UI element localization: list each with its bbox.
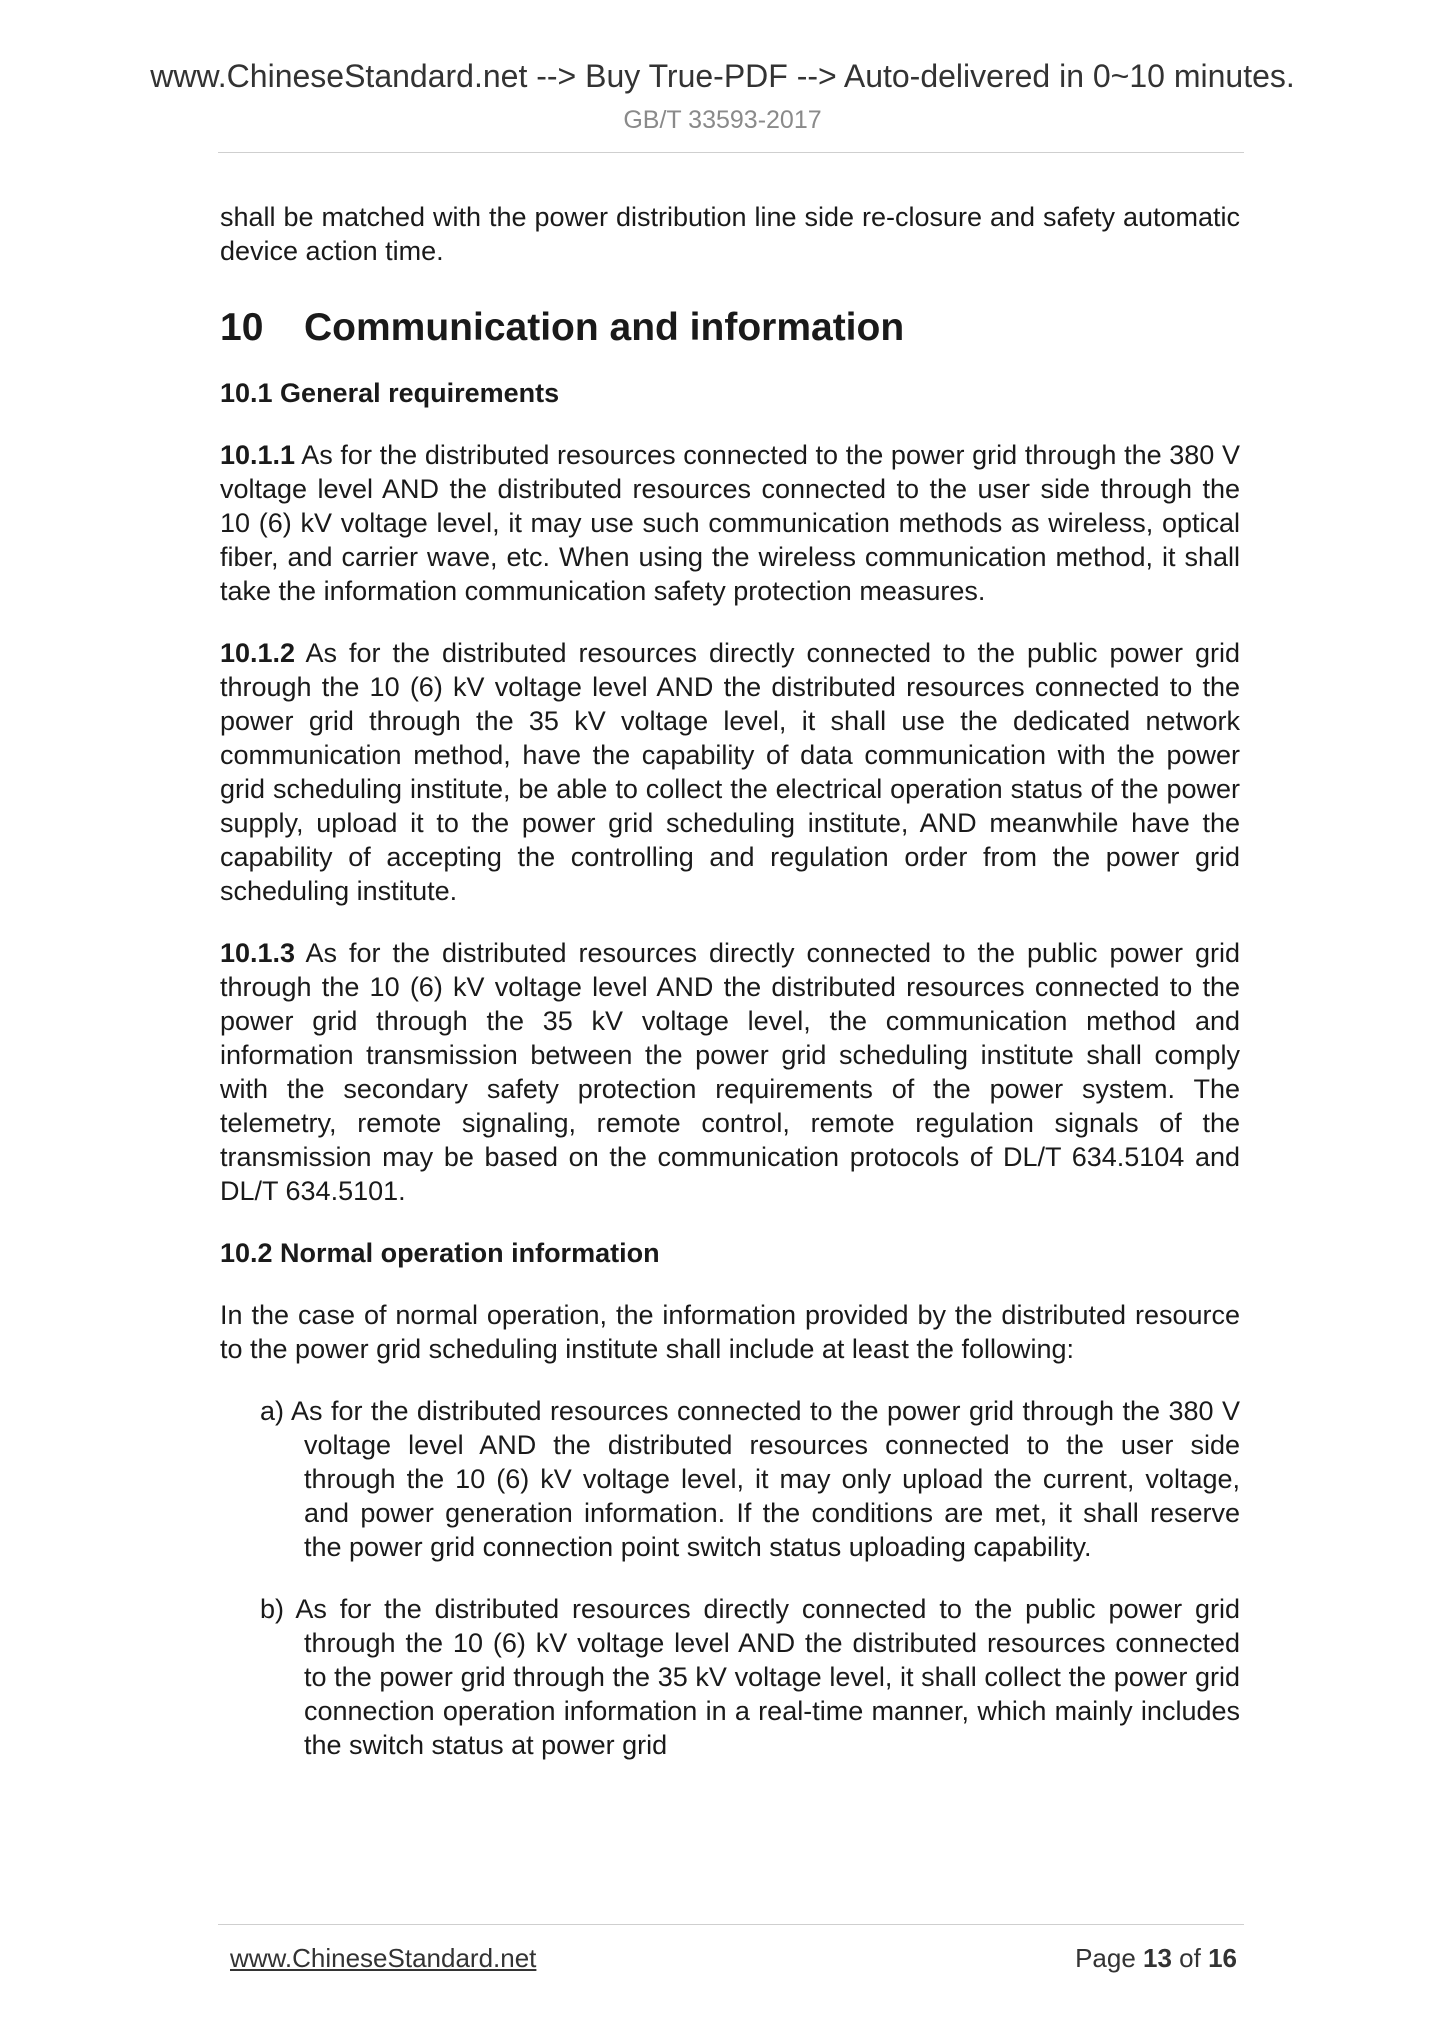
current-page: 13 (1143, 1943, 1172, 1973)
intro-paragraph: In the case of normal operation, the information provided by the distributed resource to the power grid scheduling institute shall include at least the following: (220, 1300, 1240, 1364)
section-title: Communication and information (304, 306, 905, 349)
list-item (220, 1394, 1240, 1564)
continuation-paragraph: shall be matched with the power distribution line side re-closure and safety automatic device action time. (220, 202, 1240, 266)
page-word: Page (1075, 1943, 1144, 1973)
list-item (220, 1592, 1240, 1762)
header-divider (218, 152, 1244, 153)
clause-10-1-2 (220, 636, 1240, 908)
list-item-label: b) (260, 1594, 285, 1624)
footer-divider (218, 1924, 1244, 1925)
section-heading (220, 306, 1240, 350)
list-item-text: As for the distributed resources connected to the power grid through the 380 V voltage level AND the distributed resources connected to the user side through the 10 (6) kV voltage level, it may only upload the current, voltage, and power generation information. If the conditions are met, it shall reserve the power grid connection point switch status uploading capability. (284, 1396, 1240, 1562)
footer-website-link[interactable]: www.ChineseStandard.net (230, 1943, 537, 1973)
list-item-text: As for the distributed resources directly connected to the public power grid through the 10 (6) kV voltage level AND the distributed resources connected to the power grid through the 35 kV voltage level, it shall collect the power grid connection operation information in a real-time manner, which mainly includes the switch status at power grid (284, 1594, 1240, 1760)
clause-number: 10.1.3 (220, 938, 296, 968)
page-content (220, 200, 1240, 1762)
subsection-heading-10-2: 10.2 Normal operation information (220, 1238, 660, 1268)
page-indicator (1075, 1943, 1237, 1974)
list-item-label: a) (260, 1396, 285, 1426)
clause-10-1-3 (220, 936, 1240, 1208)
of-word: of (1171, 1943, 1209, 1973)
subsection-heading-10-1: 10.1 General requirements (220, 378, 560, 408)
clause-text: As for the distributed resources directly connected to the public power grid through the 10 (6) kV voltage level AND the distributed resources connected to the power grid through the 35 kV voltage level, it shall use the dedicated network communication method, have the capability of data communication with the power grid scheduling institute, be able to collect the electrical operation status of the power supply, upload it to the power grid scheduling institute, AND meanwhile have the capability of accepting the controlling and regulation order from the power grid scheduling institute. (220, 638, 1240, 906)
clause-10-1-1 (220, 438, 1240, 608)
document-id: GB/T 33593-2017 (623, 106, 822, 134)
section-number: 10 (220, 306, 264, 349)
clause-text: As for the distributed resources directly connected to the public power grid through the 10 (6) kV voltage level AND the distributed resources connected to the power grid through the 35 kV voltage level, the communication method and information transmission between the power grid scheduling institute shall comply with the secondary safety protection requirements of the power system. The telemetry, remote signaling, remote control, remote regulation signals of the transmission may be based on the communication protocols of DL/T 634.5104 and DL/T 634.5101. (220, 938, 1240, 1206)
total-pages: 16 (1208, 1943, 1237, 1973)
top-banner: www.ChineseStandard.net --> Buy True-PDF --> Auto-delivered in 0~10 minutes. (150, 58, 1295, 94)
clause-number: 10.1.2 (220, 638, 296, 668)
clause-text: As for the distributed resources connected to the power grid through the 380 V voltage level AND the distributed resources connected to the user side through the 10 (6) kV voltage level, it may use such communication methods as wireless, optical fiber, and carrier wave, etc. When using the wireless communication method, it shall take the information communication safety protection measures. (220, 440, 1240, 606)
clause-number: 10.1.1 (220, 440, 296, 470)
